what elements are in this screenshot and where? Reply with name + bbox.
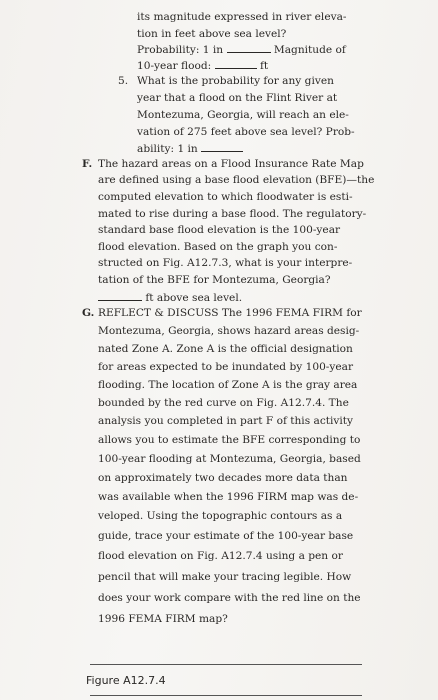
magnitude-label: Magnitude of — [273, 44, 346, 56]
part-f-line-2: are defined using a base flood elevation (BFE)—the — [98, 174, 375, 186]
flood-label: 10-year flood: — [137, 60, 212, 72]
part-g-line-11: was available when the 1996 FIRM map was de- — [98, 491, 359, 503]
unit-label: ft — [259, 60, 269, 72]
part-g-line-4: for areas expected to be inundated by 100-year — [98, 361, 354, 373]
q4-line-1: its magnitude expressed in river eleva- — [137, 11, 347, 23]
q5-answer-blank[interactable] — [201, 141, 243, 152]
q5-line-5: ability: 1 in — [137, 143, 198, 155]
part-g-line-13: guide, trace your estimate of the 100-year base — [98, 530, 354, 542]
part-f-line-6: flood elevation. Based on the graph you con- — [98, 241, 338, 253]
part-g-line-17: 1996 FEMA FIRM map? — [98, 613, 228, 625]
part-f-line-5: standard base flood elevation is the 100-year — [98, 224, 341, 236]
bfe-answer-blank[interactable] — [98, 290, 142, 301]
q5-line-3: Montezuma, Georgia, will reach an ele- — [137, 109, 349, 121]
part-g-letter: G. — [82, 307, 95, 319]
part-g-line-6: bounded by the red curve on Fig. A12.7.4. The — [98, 397, 349, 409]
probability-answer-blank[interactable] — [227, 42, 271, 53]
part-g-line-14: flood elevation on Fig. A12.7.4 using a pen or — [98, 550, 343, 562]
part-g-line-1: REFLECT & DISCUSS The 1996 FEMA FIRM for — [98, 307, 362, 319]
flood-answer-blank[interactable] — [215, 58, 257, 69]
q5-line-2: year that a flood on the Flint River at — [137, 92, 338, 104]
figure-label: Figure A12.7.4 — [86, 674, 166, 687]
part-g-line-16: does your work compare with the red line on the — [98, 592, 361, 604]
part-g-line-5: flooding. The location of Zone A is the gray area — [98, 379, 358, 391]
part-g-line-12: veloped. Using the topographic contours as a — [98, 510, 343, 522]
q4-flood-row — [137, 58, 268, 73]
part-g-line-10: on approximately two decades more data than — [98, 472, 348, 484]
part-g-line-3: nated Zone A. Zone A is the official designation — [98, 343, 353, 355]
bfe-answer-suffix: ft above sea level. — [145, 292, 243, 304]
figure-bottom-rule — [90, 695, 362, 696]
part-f-line-8: tation of the BFE for Montezuma, Georgia? — [98, 274, 331, 286]
part-g-line-8: allows you to estimate the BFE corresponding to — [98, 434, 361, 446]
q5-line-1: What is the probability for any given — [137, 75, 334, 87]
part-g-line-9: 100-year flooding at Montezuma, Georgia, based — [98, 453, 361, 465]
q5-number: 5. — [118, 75, 129, 87]
q4-line-2: tion in feet above sea level? — [137, 28, 287, 40]
part-f-line-7: structed on Fig. A12.7.3, what is your interpre- — [98, 257, 353, 269]
figure-top-rule — [90, 664, 362, 665]
part-f-line-3: computed elevation to which floodwater is esti- — [98, 191, 353, 203]
part-f-line-4: mated to rise during a base flood. The regulatory- — [98, 208, 367, 220]
part-g-line-2: Montezuma, Georgia, shows hazard areas desig- — [98, 325, 360, 337]
part-g-line-15: pencil that will make your tracing legible. How — [98, 571, 352, 583]
part-g-line-7: analysis you completed in part F of this activity — [98, 415, 354, 427]
part-f-letter: F. — [82, 158, 93, 170]
q4-probability-row — [137, 42, 346, 57]
part-f-answer-row — [98, 290, 242, 305]
probability-label: Probability: 1 in — [137, 44, 224, 56]
q5-line-4: vation of 275 feet above sea level? Prob- — [137, 126, 355, 138]
part-f-line-1: The hazard areas on a Flood Insurance Rate Map — [98, 158, 364, 170]
q5-answer-row — [137, 141, 243, 156]
